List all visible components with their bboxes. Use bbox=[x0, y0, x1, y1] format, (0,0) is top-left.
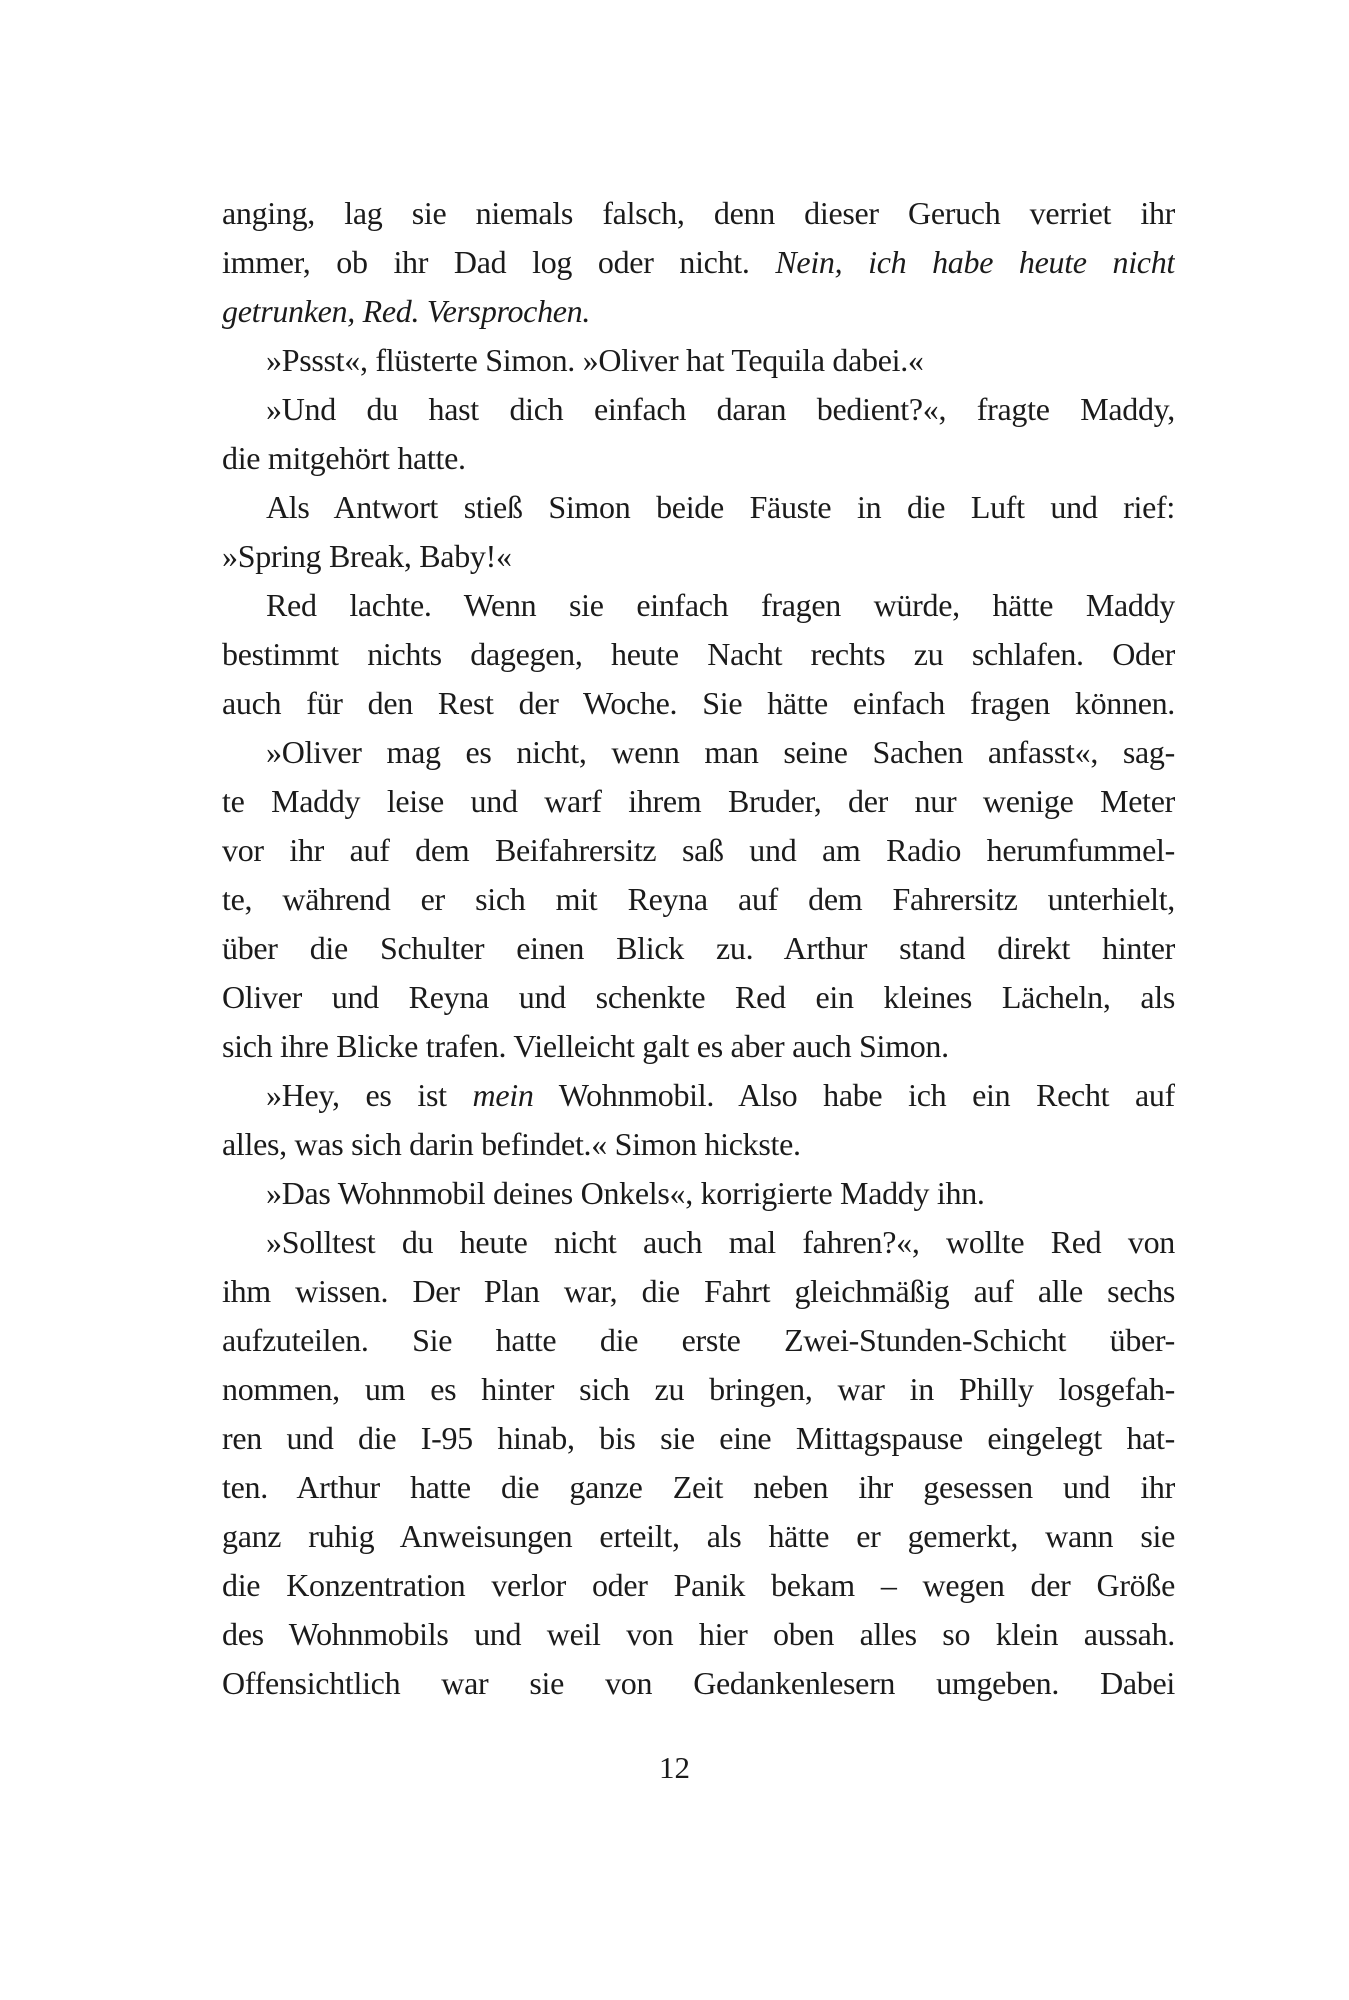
text-segment: te, während er sich mit Reyna auf dem Fahrersitz unterhielt, bbox=[222, 881, 1175, 917]
text-segment: te Maddy leise und warf ihrem Bruder, der nur wenige Meter bbox=[222, 783, 1175, 819]
text-segment: ganz ruhig Anweisungen erteilt, als hätte er gemerkt, wann sie bbox=[222, 1518, 1175, 1554]
text-line bbox=[222, 1610, 1175, 1659]
text-segment: Red lachte. Wenn sie einfach fragen würde, hätte Maddy bbox=[266, 587, 1175, 623]
page-text bbox=[222, 189, 1175, 1708]
text-segment: die mitgehört hatte. bbox=[222, 440, 466, 476]
text-line bbox=[222, 532, 1175, 581]
text-line bbox=[222, 728, 1175, 777]
italic-text-segment: mein bbox=[472, 1077, 534, 1113]
text-line bbox=[222, 1120, 1175, 1169]
text-segment: ihm wissen. Der Plan war, die Fahrt gleichmäßig auf alle sechs bbox=[222, 1273, 1175, 1309]
text-line bbox=[222, 1218, 1175, 1267]
text-line bbox=[222, 1414, 1175, 1463]
text-line bbox=[222, 434, 1175, 483]
text-segment: »Das Wohnmobil deines Onkels«, korrigierte Maddy ihn. bbox=[266, 1175, 985, 1211]
text-line bbox=[222, 1022, 1175, 1071]
text-segment: Wohnmobil. Also habe ich ein Recht auf bbox=[533, 1077, 1175, 1113]
text-segment: »Pssst«, flüsterte Simon. »Oliver hat Tequila dabei.« bbox=[266, 342, 924, 378]
text-segment: Offensichtlich war sie von Gedankenlesern umgeben. Dabei bbox=[222, 1665, 1175, 1701]
text-line bbox=[222, 385, 1175, 434]
text-line bbox=[222, 238, 1175, 287]
text-line bbox=[222, 1463, 1175, 1512]
text-line bbox=[222, 973, 1175, 1022]
text-segment: »Und du hast dich einfach daran bedient?«, fragte Maddy, bbox=[266, 391, 1175, 427]
text-segment: des Wohnmobils und weil von hier oben alles so klein aussah. bbox=[222, 1616, 1175, 1652]
text-segment: »Solltest du heute nicht auch mal fahren?«, wollte Red von bbox=[266, 1224, 1175, 1260]
text-line bbox=[222, 1512, 1175, 1561]
text-segment: ten. Arthur hatte die ganze Zeit neben ihr gesessen und ihr bbox=[222, 1469, 1175, 1505]
text-line bbox=[222, 287, 1175, 336]
text-line bbox=[222, 826, 1175, 875]
text-segment: die Konzentration verlor oder Panik bekam – wegen der Größe bbox=[222, 1567, 1175, 1603]
italic-text-segment: Nein, ich habe heute nicht bbox=[775, 244, 1175, 280]
text-line bbox=[222, 875, 1175, 924]
page-number: 12 bbox=[659, 1750, 690, 1785]
text-segment: Als Antwort stieß Simon beide Fäuste in die Luft und rief: bbox=[266, 489, 1175, 525]
text-line bbox=[222, 1071, 1175, 1120]
text-line bbox=[222, 1316, 1175, 1365]
text-line bbox=[222, 1659, 1175, 1708]
text-line bbox=[222, 581, 1175, 630]
text-segment: anging, lag sie niemals falsch, denn dieser Geruch verriet ihr bbox=[222, 195, 1175, 231]
text-segment: ren und die I-95 hinab, bis sie eine Mittagspause eingelegt hat- bbox=[222, 1420, 1175, 1456]
text-line bbox=[222, 336, 1175, 385]
text-segment: »Spring Break, Baby!« bbox=[222, 538, 512, 574]
text-line bbox=[222, 1365, 1175, 1414]
text-segment: »Oliver mag es nicht, wenn man seine Sachen anfasst«, sag- bbox=[266, 734, 1175, 770]
text-segment: Oliver und Reyna und schenkte Red ein kleines Lächeln, als bbox=[222, 979, 1175, 1015]
text-segment: aufzuteilen. Sie hatte die erste Zwei-Stunden-Schicht über- bbox=[222, 1322, 1175, 1358]
italic-text-segment: getrunken, Red. Versprochen. bbox=[222, 293, 591, 329]
text-line bbox=[222, 679, 1175, 728]
text-line bbox=[222, 630, 1175, 679]
text-line bbox=[222, 777, 1175, 826]
text-segment: sich ihre Blicke trafen. Vielleicht galt es aber auch Simon. bbox=[222, 1028, 949, 1064]
text-segment: bestimmt nichts dagegen, heute Nacht rechts zu schlafen. Oder bbox=[222, 636, 1175, 672]
text-segment: über die Schulter einen Blick zu. Arthur stand direkt hinter bbox=[222, 930, 1175, 966]
text-segment: immer, ob ihr Dad log oder nicht. bbox=[222, 244, 776, 280]
text-segment: »Hey, es ist bbox=[266, 1077, 473, 1113]
text-line bbox=[222, 1561, 1175, 1610]
text-line bbox=[222, 1169, 1175, 1218]
text-segment: alles, was sich darin befindet.« Simon hickste. bbox=[222, 1126, 801, 1162]
text-line bbox=[222, 924, 1175, 973]
text-segment: auch für den Rest der Woche. Sie hätte einfach fragen können. bbox=[222, 685, 1175, 721]
text-line bbox=[222, 483, 1175, 532]
text-line bbox=[222, 189, 1175, 238]
text-line bbox=[222, 1267, 1175, 1316]
text-segment: vor ihr auf dem Beifahrersitz saß und am Radio herumfummel- bbox=[222, 832, 1175, 868]
text-segment: nommen, um es hinter sich zu bringen, war in Philly losgefah- bbox=[222, 1371, 1175, 1407]
